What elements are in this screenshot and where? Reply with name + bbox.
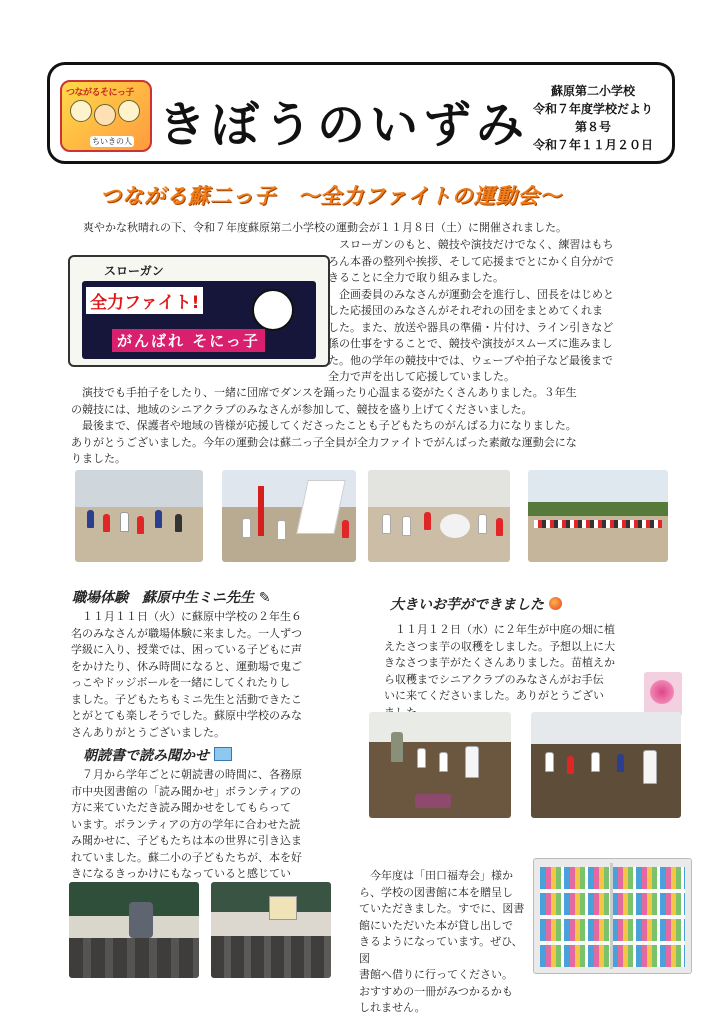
slogan-scroll	[68, 255, 330, 367]
school-info	[518, 82, 668, 154]
sports-photo	[75, 470, 203, 562]
text-line: た。他の学年の競技中では、ウェーブや拍子など最後まで	[328, 353, 614, 367]
text-line: しれません。	[359, 1001, 426, 1014]
school-logo	[60, 80, 152, 152]
potato-photo	[531, 712, 681, 818]
newsletter-name: 令和７年度学校だより	[532, 102, 653, 116]
logo-subcaption: ちいきの人	[92, 137, 132, 146]
book-icon	[214, 747, 232, 761]
flower-photo	[644, 672, 682, 716]
sports-right-text	[328, 237, 688, 386]
text-line: きることに全力で取り組みました。	[328, 271, 504, 284]
text-line: をかけたり、休み時間になると、運動場で鬼ご	[71, 659, 302, 673]
text-line: 方に来ていただき読み聞かせをしてもらって	[71, 801, 291, 814]
library-text	[359, 868, 529, 1017]
newsletter-title: きぼうのいずみ	[158, 97, 530, 153]
sports-intro: 爽やかな秋晴れの下、令和７年度蘇原第二小学校の運動会が１１月８日（土）に開催されました。	[83, 221, 567, 234]
text-line: ７月から学年ごとに朝読書の時間に、各務原	[82, 768, 302, 781]
text-line: とがとても楽しそうでした。蘇原中学校のみな	[71, 709, 302, 722]
text-line: れていました。蘇二小の子どもたちが、本を好	[71, 850, 302, 864]
text-line: 演技でも手拍子をしたり、一緒に団席でダンスを踊ったり心温まる姿がたくさんありました。３年生	[82, 386, 577, 399]
text-line: 最後まで、保護者や地域の皆様が応援してくださったことも子どもたちのがんばる力になりました。	[82, 419, 577, 432]
issue-date: 令和７年１１月２０日	[532, 138, 653, 152]
text-line: 企画委員のみなさんが運動会を進行し、団長をはじめと	[339, 287, 614, 301]
text-line: えたさつま芋の収穫をしました。予想以上に大	[384, 639, 615, 653]
text-line: １１月１２日（水）に２年生が中庭の畑に植	[395, 623, 615, 636]
sports-photo	[222, 470, 356, 562]
text-line: ら収穫までシニアクラブのみなさんがお手伝	[384, 672, 604, 686]
slogan-banner	[82, 281, 316, 359]
pencil-icon: ✎	[258, 590, 271, 606]
text-line: スローガンのもと、競技や演技だけでなく、練習はもち	[339, 238, 614, 251]
text-line: 館にいただいた本が貸し出しで	[359, 918, 513, 932]
reading-title-text: 朝読書で読み聞かせ	[83, 748, 209, 764]
slogan-label: スローガン	[104, 264, 164, 278]
text-line: おすすめの一冊がみつかるかも	[359, 984, 513, 998]
text-line: ろん本番の整列や挨拶、そして応援までとにかく自分がで	[328, 254, 614, 268]
text-line: ていただきました。すでに、図書	[359, 902, 525, 915]
text-line: りました。	[71, 452, 126, 465]
text-line: 市中央図書館の「読み聞かせ」ボランティアの	[71, 784, 302, 798]
logo-face-icon	[94, 104, 116, 126]
text-line: 今年度は「田口福寿会」様か	[370, 869, 513, 882]
logo-caption: つながるそにっ子	[66, 88, 134, 98]
slogan-line-1: 全力ファイト!	[86, 287, 203, 314]
sports-photo	[368, 470, 510, 562]
text-line: 名のみなさんが職場体験に来ました。一人ずつ	[71, 626, 302, 640]
text-line: きなさつま芋がたくさんありました。苗植えか	[384, 656, 615, 669]
text-line: きになるきっかけにもなっていると感じてい	[71, 867, 291, 880]
text-line: っこやドッジボールを一緒にしてくれたりし	[71, 676, 291, 689]
text-line: ら、学校の図書館に本を贈呈し	[359, 885, 513, 899]
potato-title-text: 大きいお芋ができました	[390, 597, 544, 613]
reading-section-title	[83, 745, 232, 765]
text-line: ありがとうございました。今年の運動会は蘇二っ子全員が全力ファイトでがんばった素敵な運動会にな	[71, 435, 577, 449]
text-line: ました。子どもたちもミニ先生と活動できたこ	[71, 692, 302, 706]
text-line: 全力で声を出して応援していました。	[328, 370, 515, 383]
mascot-face-icon	[252, 289, 294, 331]
reading-text	[71, 767, 361, 899]
text-line: きるようになっています。ぜひ、図	[359, 935, 523, 965]
text-line: の競技には、地域のシニアクラブのみなさんが参加して、競技を盛り上げてくださいました。	[71, 402, 533, 416]
text-line: 書館へ借りに行ってください。	[359, 968, 513, 981]
sports-photo	[528, 470, 668, 562]
text-line: み聞かせに、子どもたちは本の世界に引き込ま	[71, 834, 302, 847]
school-name: 蘇原第二小学校	[550, 84, 635, 98]
bookshelf-photo	[533, 858, 692, 974]
work-title-text: 職場体験 蘇原中生ミニ先生	[72, 590, 254, 606]
logo-face-icon	[70, 100, 92, 122]
sports-headline: つながる蘇二っ子 ～全力ファイトの運動会～	[100, 184, 562, 208]
text-line: います。ボランティアの方の学年に合わせた読	[71, 817, 301, 831]
text-line: さんありがとうございました。	[71, 725, 225, 739]
text-line: 係の仕事をすることで、競技や演技がスムーズに進みまし	[328, 337, 613, 350]
reading-photo	[69, 882, 199, 978]
work-section-title	[72, 587, 271, 607]
slogan-line-2: がんばれ そにっ子	[112, 329, 265, 352]
work-text	[71, 609, 361, 741]
sports-full-text	[71, 385, 691, 468]
potato-photo	[369, 712, 511, 818]
logo-face-icon	[118, 100, 140, 122]
issue-number: 第８号	[574, 120, 611, 134]
sweet-potato-icon	[549, 597, 562, 610]
reading-photo	[211, 882, 331, 978]
potato-section-title	[390, 594, 562, 614]
text-line: 学級に入り、授業では、困っている子どもに声	[71, 643, 302, 656]
text-line: した。また、放送や器具の準備・片付け、ライン引きなど	[328, 320, 614, 334]
text-line: １１月１１日（火）に蘇原中学校の２年生６	[82, 610, 302, 623]
text-line: した応援団のみなさんがそれぞれの団をまとめてくれま	[328, 304, 603, 317]
text-line: いに来てくださいました。ありがとうござい	[384, 689, 604, 702]
